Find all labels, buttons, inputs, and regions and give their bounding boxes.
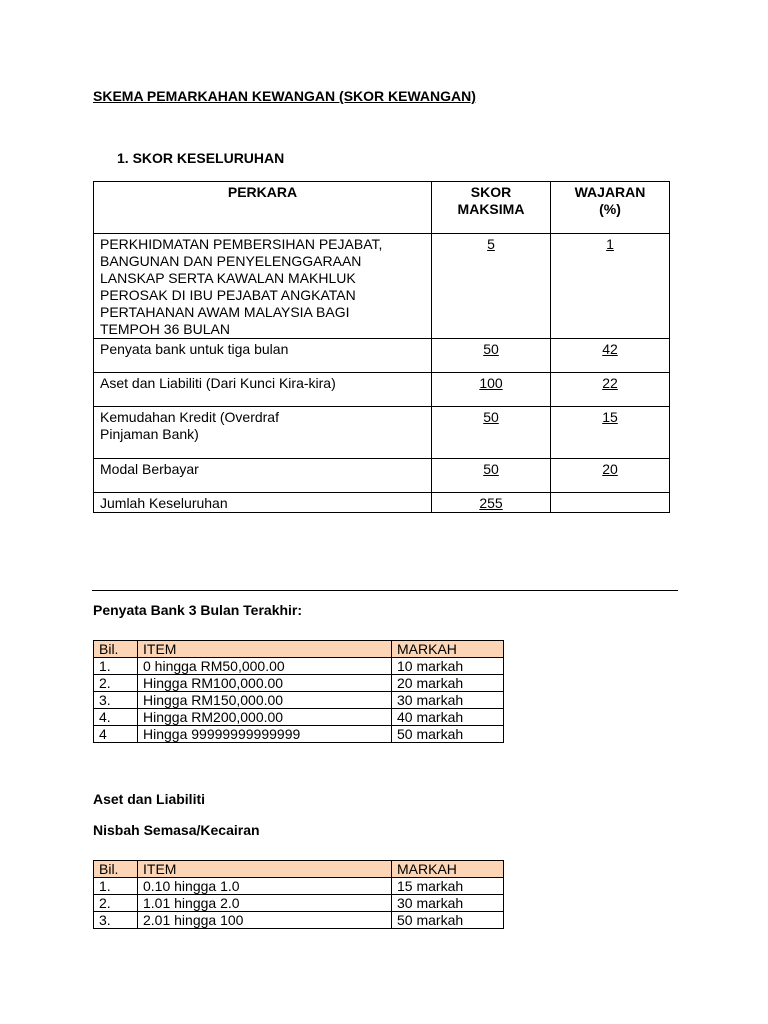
item-cell: 2.01 hingga 100 (138, 912, 392, 929)
table-row (94, 658, 504, 675)
bil-cell: 4 (94, 726, 138, 743)
horizontal-divider (92, 590, 678, 591)
perkara-cell: Kemudahan Kredit (Overdraf Pinjaman Bank) (94, 407, 432, 459)
aset-liabiliti-heading: Aset dan Liabiliti (93, 791, 206, 807)
markah-cell: 10 markah (392, 658, 504, 675)
table-row (94, 912, 504, 929)
header-wajaran: WAJARAN (%) (551, 182, 670, 234)
skor-cell: 50 (432, 459, 551, 493)
item-cell: 1.01 hingga 2.0 (138, 895, 392, 912)
table-row (94, 692, 504, 709)
bil-cell: 2. (94, 895, 138, 912)
bil-cell: 1. (94, 878, 138, 895)
total-wajaran-cell (551, 493, 670, 513)
wajaran-cell: 20 (551, 459, 670, 493)
markah-cell: 50 markah (392, 912, 504, 929)
bil-cell: 4. (94, 709, 138, 726)
item-cell: Hingga RM200,000.00 (138, 709, 392, 726)
skor-cell: 50 (432, 407, 551, 459)
header-markah: MARKAH (392, 861, 504, 878)
header-perkara: PERKARA (94, 182, 432, 234)
nisbah-semasa-table (93, 860, 504, 929)
table-row (94, 709, 504, 726)
skor-cell: 100 (432, 373, 551, 407)
table-row (94, 234, 670, 339)
skor-cell: 5 (432, 234, 551, 339)
item-cell: 0.10 hingga 1.0 (138, 878, 392, 895)
table-row (94, 373, 670, 407)
table-total-row (94, 493, 670, 513)
markah-cell: 20 markah (392, 675, 504, 692)
markah-cell: 15 markah (392, 878, 504, 895)
table-header-row (94, 641, 504, 658)
markah-cell: 50 markah (392, 726, 504, 743)
item-cell: Hingga 99999999999999 (138, 726, 392, 743)
item-cell: Hingga RM150,000.00 (138, 692, 392, 709)
summary-score-table (93, 181, 670, 513)
section-heading-skor-keseluruhan: 1. SKOR KESELURUHAN (117, 150, 285, 166)
table-row (94, 459, 670, 493)
table-row (94, 407, 670, 459)
table-row (94, 895, 504, 912)
perkara-cell: PERKHIDMATAN PEMBERSIHAN PEJABAT, BANGUNAN DAN PENYELENGGARAAN LANSKAP SERTA KAWALAN MAKHLUK PEROSAK DI IBU PEJABAT ANGKATAN PERTAHANAN AWAM MALAYSIA BAGI TEMPOH 36 BULAN (94, 234, 432, 339)
table-row (94, 675, 504, 692)
table-row (94, 339, 670, 373)
skor-cell: 50 (432, 339, 551, 373)
table-header-row (94, 182, 670, 234)
bank-statement-table (93, 640, 504, 743)
header-item: ITEM (138, 641, 392, 658)
nisbah-semasa-heading: Nisbah Semasa/Kecairan (93, 822, 260, 838)
header-item: ITEM (138, 861, 392, 878)
header-skor-maksima: SKOR MAKSIMA (432, 182, 551, 234)
total-skor-cell: 255 (432, 493, 551, 513)
document-title: SKEMA PEMARKAHAN KEWANGAN (SKOR KEWANGAN) (93, 88, 476, 104)
table-row (94, 878, 504, 895)
bil-cell: 2. (94, 675, 138, 692)
markah-cell: 30 markah (392, 692, 504, 709)
bil-cell: 3. (94, 692, 138, 709)
table-header-row (94, 861, 504, 878)
bank-statement-heading: Penyata Bank 3 Bulan Terakhir: (93, 602, 303, 618)
markah-cell: 30 markah (392, 895, 504, 912)
wajaran-cell: 42 (551, 339, 670, 373)
header-markah: MARKAH (392, 641, 504, 658)
markah-cell: 40 markah (392, 709, 504, 726)
table-row (94, 726, 504, 743)
perkara-cell: Penyata bank untuk tiga bulan (94, 339, 432, 373)
item-cell: Hingga RM100,000.00 (138, 675, 392, 692)
bil-cell: 3. (94, 912, 138, 929)
perkara-cell: Modal Berbayar (94, 459, 432, 493)
total-label-cell: Jumlah Keseluruhan (94, 493, 432, 513)
wajaran-cell: 15 (551, 407, 670, 459)
item-cell: 0 hingga RM50,000.00 (138, 658, 392, 675)
wajaran-cell: 22 (551, 373, 670, 407)
perkara-cell: Aset dan Liabiliti (Dari Kunci Kira-kira) (94, 373, 432, 407)
header-bil: Bil. (94, 641, 138, 658)
wajaran-cell: 1 (551, 234, 670, 339)
header-bil: Bil. (94, 861, 138, 878)
bil-cell: 1. (94, 658, 138, 675)
